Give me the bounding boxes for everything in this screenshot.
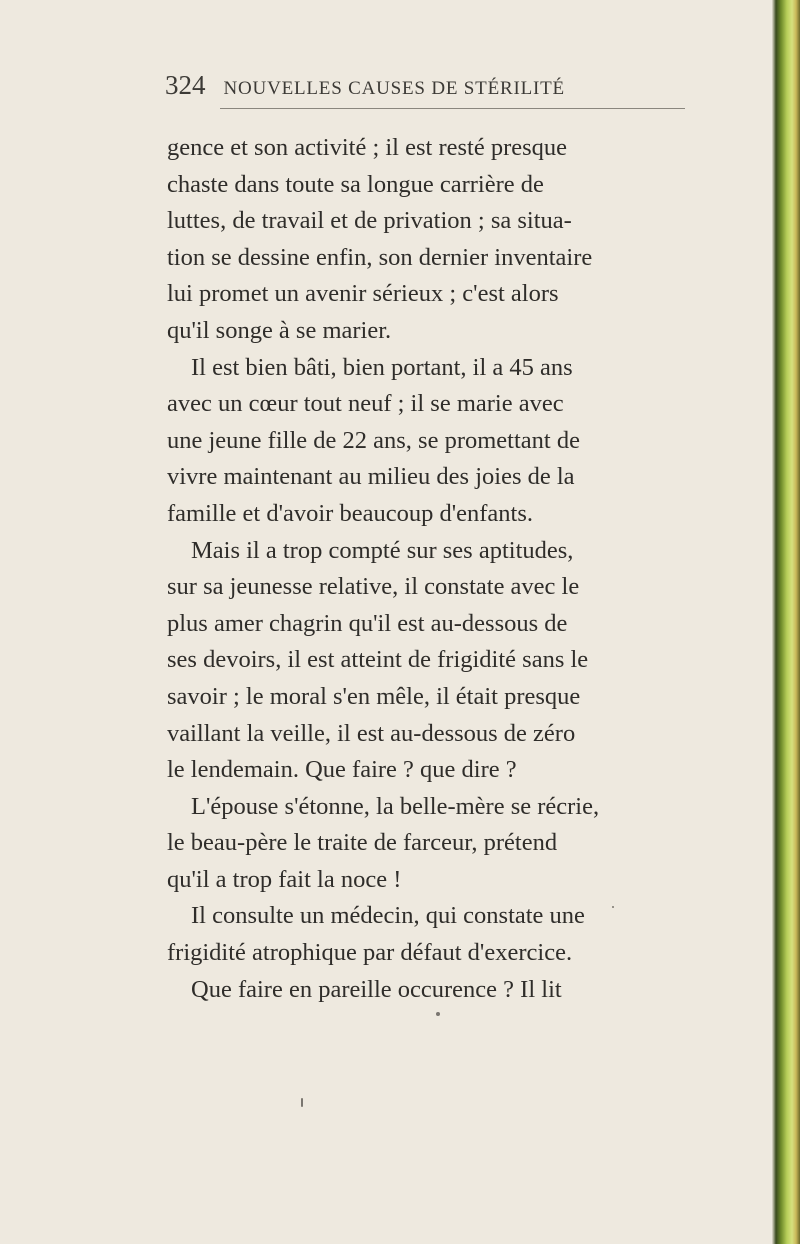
running-title: NOUVELLES CAUSES DE STÉRILITÉ: [223, 78, 565, 99]
text-line: qu'il a trop fait la noce !: [167, 865, 402, 893]
text-line: Il est bien bâti, bien portant, il a 45 ans: [191, 353, 573, 381]
text-line: le lendemain. Que faire ? que dire ?: [167, 756, 517, 784]
text-line: savoir ; le moral s'en mêle, il était presque: [167, 682, 581, 710]
text-line: gence et son activité ; il est resté presque: [167, 134, 568, 161]
text-line: plus amer chagrin qu'il est au-dessous de: [167, 609, 568, 637]
running-head: [165, 70, 625, 101]
text-line: luttes, de travail et de privation ; sa situa-: [167, 207, 572, 235]
text-line: chaste dans toute sa longue carrière de: [167, 170, 544, 198]
text-line: lui promet un avenir sérieux ; c'est alors: [167, 280, 559, 308]
text-line: Il consulte un médecin, qui constate une: [191, 902, 585, 930]
text-line: vivre maintenant au milieu des joies de la: [167, 463, 575, 491]
text-line: avec un cœur tout neuf ; il se marie avec: [167, 390, 564, 418]
paper-speck: [301, 1098, 303, 1107]
page-number: 324: [165, 70, 206, 100]
paper-speck: [436, 1012, 440, 1016]
text-line: frigidité atrophique par défaut d'exercice.: [167, 939, 573, 967]
text-line: L'épouse s'étonne, la belle-mère se récrie,: [191, 792, 600, 820]
text-line: famille et d'avoir beaucoup d'enfants.: [167, 499, 533, 527]
body-text: [167, 130, 727, 1008]
page-edge: [772, 0, 800, 1244]
text-line: Mais il a trop compté sur ses aptitudes,: [191, 536, 574, 564]
text-line: une jeune fille de 22 ans, se promettant de: [167, 426, 580, 454]
text-line: tion se dessine enfin, son dernier inventaire: [167, 243, 593, 271]
text-line: Que faire en pareille occurence ? Il lit: [191, 975, 562, 1003]
text-line: qu'il songe à se marier.: [167, 316, 392, 344]
text-line: ses devoirs, il est atteint de frigidité sans le: [167, 646, 589, 674]
text-line: vaillant la veille, il est au-dessous de zéro: [167, 719, 576, 747]
paper-speck: [612, 906, 614, 908]
header-rule: [220, 108, 685, 109]
text-line: sur sa jeunesse relative, il constate avec le: [167, 573, 580, 601]
text-line: le beau-père le traite de farceur, prétend: [167, 829, 558, 857]
